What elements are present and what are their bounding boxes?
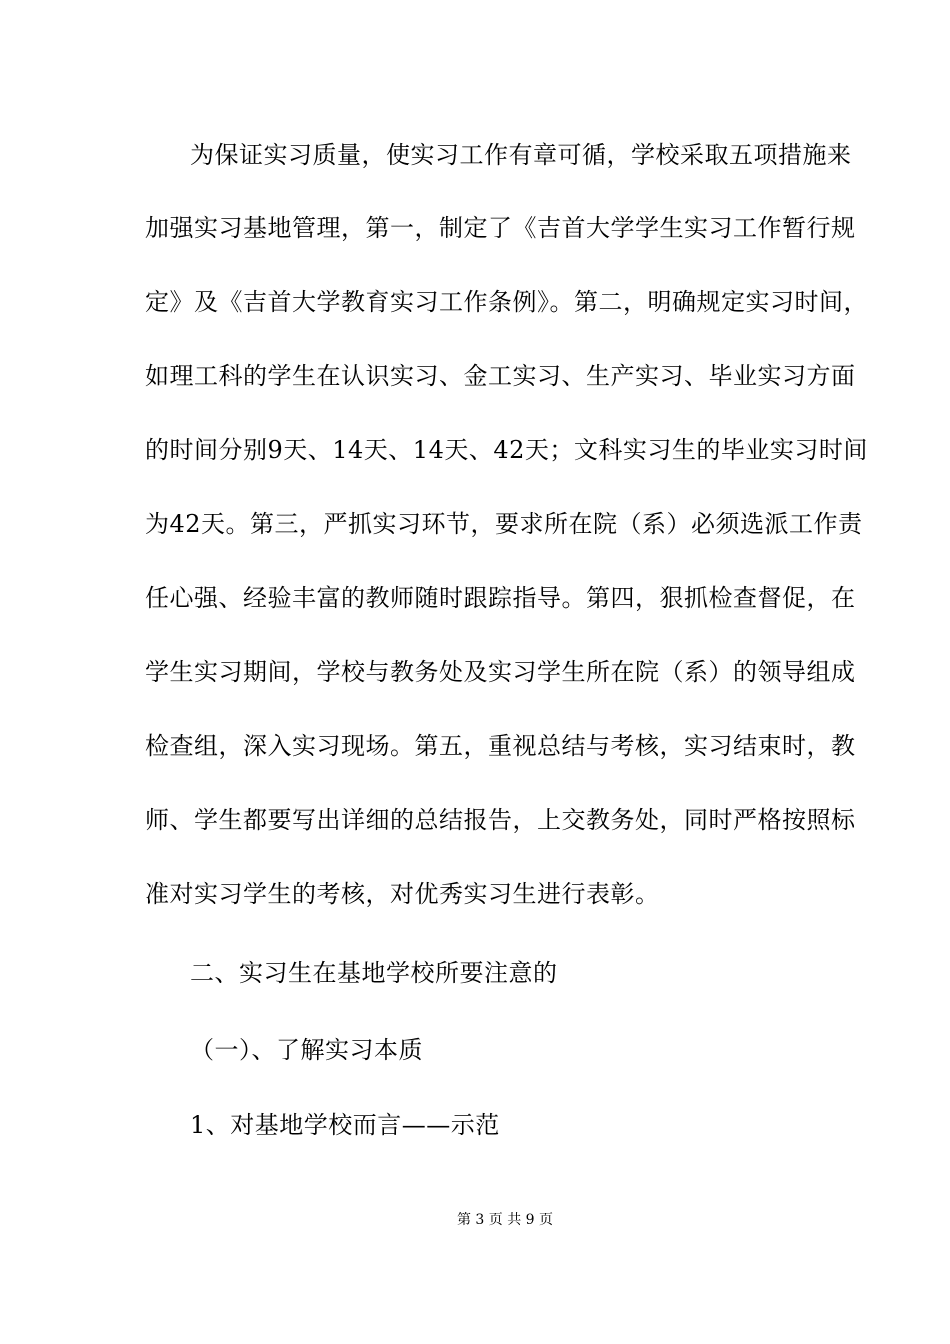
subsection-heading: （一）、了解实习本质 [190, 1036, 423, 1064]
paragraph-line: 师、学生都要写出详细的总结报告，上交教务处，同时严格按照标 [145, 806, 856, 834]
paragraph-line: 为42天。第三，严抓实习环节，要求所在院（系）必须选派工作责 [145, 510, 863, 538]
paragraph-line: 为保证实习质量，使实习工作有章可循，学校采取五项措施来 [190, 141, 852, 169]
section-heading: 二、实习生在基地学校所要注意的 [190, 959, 558, 987]
page-number-footer: 第 3 页 共 9 页 [456, 1212, 554, 1228]
paragraph-line: 检查组，深入实习现场。第五，重视总结与考核，实习结束时，教 [145, 732, 856, 760]
paragraph-line: 任心强、经验丰富的教师随时跟踪指导。第四，狠抓检查督促，在 [145, 584, 856, 612]
paragraph-line: 学生实习期间，学校与教务处及实习学生所在院（系）的领导组成 [145, 658, 856, 686]
paragraph-line: 的时间分别9天、14天、14天、42天；文科实习生的毕业实习时间 [145, 436, 868, 464]
paragraph-line: 定》及《吉首大学教育实习工作条例》。第二，明确规定实习时间， [145, 288, 868, 316]
paragraph-line: 加强实习基地管理，第一，制定了《吉首大学学生实习工作暂行规 [145, 214, 856, 242]
paragraph-line: 准对实习学生的考核，对优秀实习生进行表彰。 [145, 880, 660, 908]
list-item: 1、对基地学校而言——示范 [190, 1111, 500, 1139]
paragraph-line: 如理工科的学生在认识实习、金工实习、生产实习、毕业实习方面 [145, 362, 856, 390]
